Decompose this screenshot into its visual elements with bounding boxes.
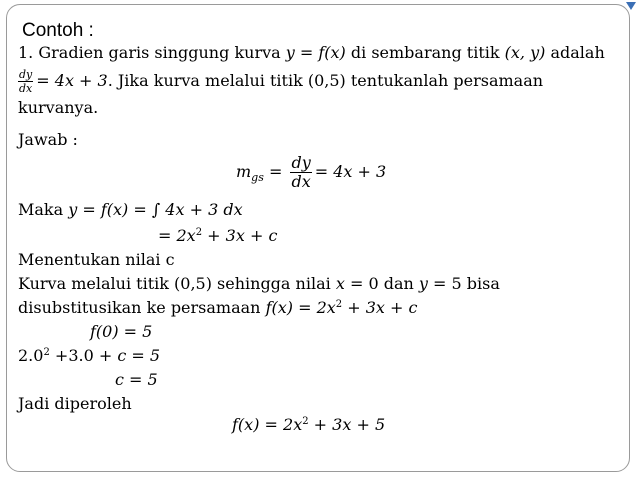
problem-line-3: kurvanya. <box>18 98 99 117</box>
slide-heading: Contoh : <box>22 20 94 41</box>
gradient-fraction: $\frac{dy}{dx}$ <box>291 153 311 191</box>
menentukan-line: Menentukan nilai c <box>18 250 175 269</box>
problem-line-1: 1. Gradien garis singgung kurva y = f(x) di sembarang titik (x, y) adalah <box>18 43 605 62</box>
integral-line: Maka y = f(x) = ∫ 4x + 3 dx <box>18 200 243 219</box>
final-equation: $f(x) = 2x^2 + 3x + 5$ <box>232 415 386 434</box>
jadi-line: Jadi diperoleh <box>18 394 132 413</box>
gradient-equation: $m_{gs}$ = $\frac{dy}{dx}$ = 4x + 3 <box>236 153 387 191</box>
step-line: $2.0^2 +3.0 + c = 5$ <box>18 346 161 365</box>
c-result-line: c = 5 <box>115 370 158 389</box>
chevron-icon <box>626 2 636 10</box>
problem-line-2: $\frac{dy}{dx}$ = 4x + 3. Jika kurva melalui titik (0,5) tentukanlah persamaan <box>19 68 544 95</box>
derivative-fraction: $\frac{dy}{dx}$ <box>19 68 33 95</box>
f-zero-line: f(0) = 5 <box>90 322 153 341</box>
answer-label: Jawab : <box>18 130 78 149</box>
kurva-line: Kurva melalui titik (0,5) sehingga nilai x = 0 dan y = 5 bisa <box>18 274 500 293</box>
substitution-line: disubstitusikan ke persamaan $f(x) = 2x^2 + 3x + c$ <box>18 298 418 317</box>
integral-result: = $2x^2 + 3x + c$ <box>158 226 278 245</box>
